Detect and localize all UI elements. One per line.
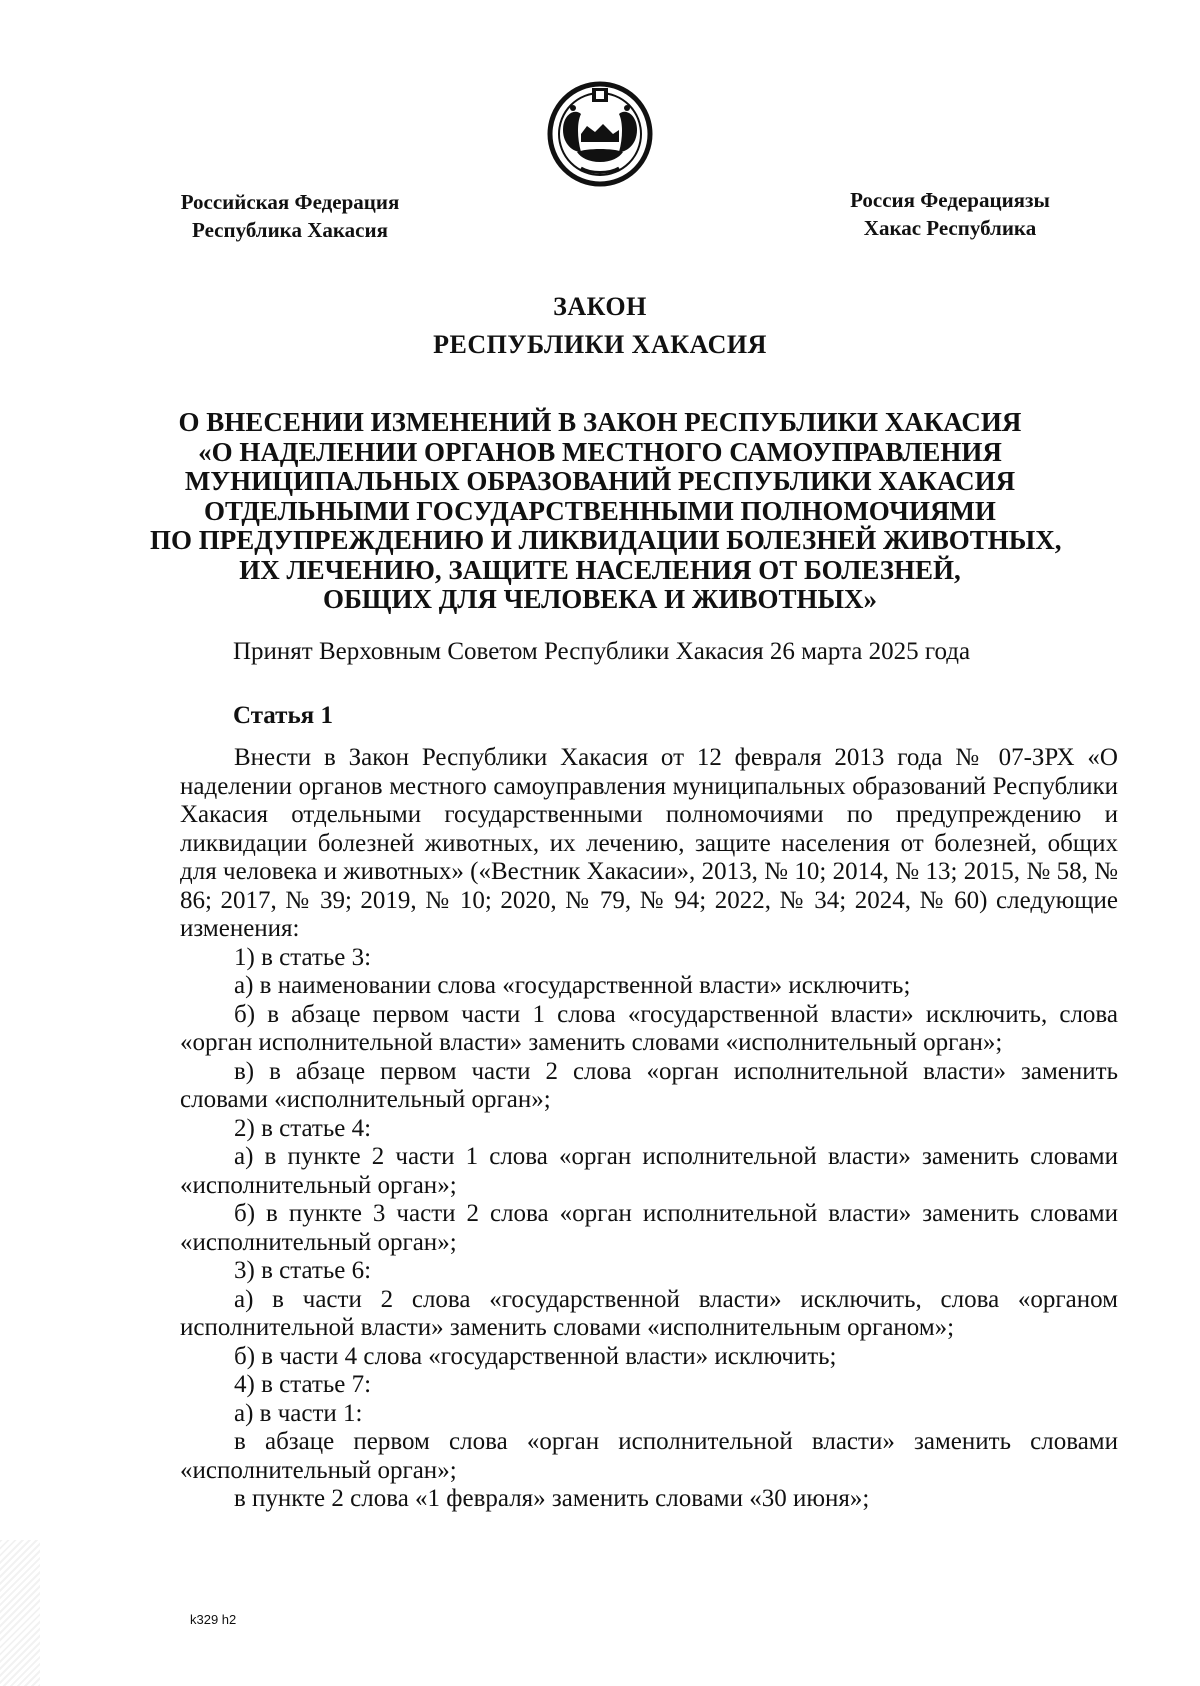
scan-artifact [0,1540,40,1686]
law-title: ЗАКОН [553,292,647,321]
paragraph: 3) в статье 6: [234,1257,372,1284]
header-right [815,186,1085,242]
header-right-country: Россия Федерациязы [850,188,1050,212]
subject-line: МУНИЦИПАЛЬНЫХ ОБРАЗОВАНИЙ РЕСПУБЛИКИ ХАКАСИЯ [184,466,1016,496]
paragraph: Внести в Закон Республики Хакасия от 12 февраля 2013 года № 07-ЗРХ «О наделении органов местного самоуправления муниципальных образований Республики Хакасия отдельными государственными полномочиями по предупреждению и ликвидации болезней животных, их лечению, защите населения от болезней, общих для человека и животных» («Вестник Хакасии», 2013, № 10; 2014, № 13; 2015, № 58, № 86; 2017, № 39; 2019, № 10; 2020, № 79, № 94; 2022, № 34; 2024, № 60) следующие изменения: [180,744,1118,942]
subject-line: ИХ ЛЕЧЕНИЮ, ЗАЩИТЕ НАСЕЛЕНИЯ ОТ БОЛЕЗНЕЙ, [239,554,961,585]
subject-line: ПО ПРЕДУПРЕЖДЕНИЮ И ЛИКВИДАЦИИ БОЛЕЗНЕЙ ЖИВОТНЫХ, [150,525,1062,555]
header-left-country: Российская Федерация [180,190,400,214]
article-heading: Статья 1 [233,702,333,729]
paragraph: 4) в статье 7: [234,1371,372,1398]
paragraph: б) в пункте 3 части 2 слова «орган исполнительной власти» заменить словами «исполнительный орган»; [180,1200,1118,1256]
law-subject [150,407,1062,615]
paragraph: 2) в статье 4: [234,1114,372,1142]
paragraph: б) в абзаце первом части 1 слова «государственной власти» исключить, слова «орган исполнительной власти» заменить словами «исполнительный орган»; [180,1000,1118,1056]
subject-line: «О НАДЕЛЕНИИ ОРГАНОВ МЕСТНОГО САМОУПРАВЛЕНИЯ [198,436,1002,467]
paragraph: 1) в статье 3: [234,943,372,971]
paragraph: в абзаце первом слова «орган исполнительной власти» заменить словами «исполнительный орган»; [180,1428,1118,1484]
law-title-republic: РЕСПУБЛИКИ ХАКАСИЯ [433,330,767,359]
paragraph: в) в абзаце первом части 2 слова «орган исполнительной власти» заменить словами «исполнительный орган»; [180,1057,1118,1113]
paragraph: в пункте 2 слова «1 февраля» заменить словами «30 июня»; [234,1485,870,1512]
paragraph: а) в пункте 2 части 1 слова «орган исполнительной власти» заменить словами «исполнительный орган»; [180,1143,1118,1199]
subject-line: О ВНЕСЕНИИ ИЗМЕНЕНИЙ В ЗАКОН РЕСПУБЛИКИ ХАКАСИЯ [178,407,1022,437]
article-body [180,744,1118,1514]
subject-line: ОБЩИХ ДЛЯ ЧЕЛОВЕКА И ЖИВОТНЫХ» [322,584,878,614]
subject-line: ОТДЕЛЬНЫМИ ГОСУДАРСТВЕННЫМИ ПОЛНОМОЧИЯМИ [204,495,996,526]
header-right-republic: Хакас Республика [863,216,1037,240]
paragraph: а) в наименовании слова «государственной власти» исключить; [234,972,911,999]
header-left-republic: Республика Хакасия [192,218,388,242]
paragraph: а) в части 1: [234,1399,363,1427]
paragraph: а) в части 2 слова «государственной власти» исключить, слова «органом исполнительной власти» заменить словами «исполнительным органом»; [180,1285,1118,1341]
header-left [150,188,430,244]
adoption-statement: Принят Верховным Советом Республики Хакасия 26 марта 2025 года [233,638,971,665]
coat-of-arms-icon [541,78,659,190]
paragraph: б) в части 4 слова «государственной власти» исключить; [234,1342,837,1370]
document-code: k329 h2 [190,1612,237,1627]
